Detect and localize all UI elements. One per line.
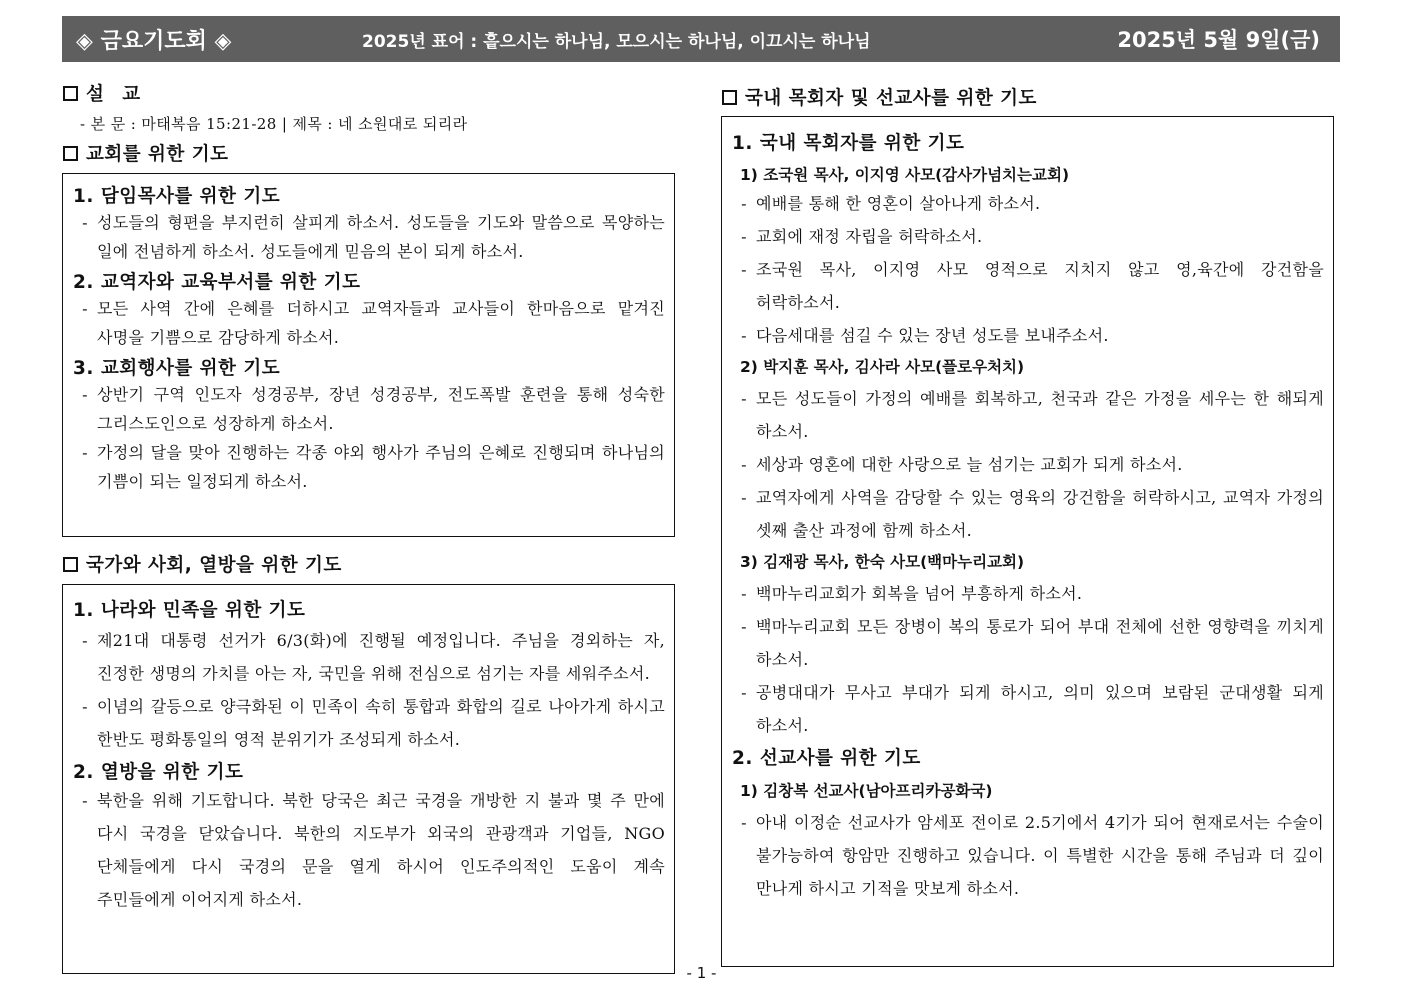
- sermon-heading: 설 교: [62, 80, 675, 106]
- item-title: 1. 나라와 민족을 위한 기도: [73, 600, 306, 621]
- bullet-item: - 북한을 위해 기도합니다. 북한 당국은 최근 국경을 개방한 지 불과 몇 주 만에 다시 국경을 닫았습니다. 북한의 지도부가 외국의 관광객과 기업들, NGO 단체들에게 다시 국경의 문을 열게 하시어 인도주의적인 도움이 계속 주민들에게 이어지게 하소서.: [82, 791, 665, 909]
- bullet-item: - 가정의 달을 맞아 진행하는 각종 야외 행사가 주님의 은혜로 진행되며 하나님의 기쁨이 되는 일정되게 하소서.: [82, 443, 665, 491]
- square-bullet-icon: [63, 86, 78, 101]
- nation-prayer-box: [62, 584, 675, 974]
- square-bullet-icon: [63, 146, 78, 161]
- bullet-item: - 백마누리교회 모든 장병이 복의 통로가 되어 부대 전체에 선한 영향력을 끼치게 하소서.: [741, 617, 1324, 669]
- bullet-item: - 모든 사역 간에 은혜를 더하시고 교역자들과 교사들이 한마음으로 맡겨진 사명을 기쁨으로 감당하게 하소서.: [82, 299, 665, 347]
- square-bullet-icon: [63, 557, 78, 572]
- missions-prayer-box: [721, 116, 1334, 967]
- bullet-item: - 교회에 재정 자립을 허락하소서.: [741, 227, 983, 246]
- left-column: [62, 80, 675, 974]
- item-title: 3. 교회행사를 위한 기도: [73, 358, 281, 379]
- nation-heading: 국가와 사회, 열방을 위한 기도: [62, 551, 675, 577]
- sermon-info: - 본 문 : 마태복음 15:21-28 | 제목 : 네 소원대로 되리라: [80, 115, 468, 133]
- bullet-item: - 세상과 영혼에 대한 사랑으로 늘 섬기는 교회가 되게 하소서.: [741, 455, 1183, 474]
- bullet-item: - 이념의 갈등으로 양극화된 이 민족이 속히 통합과 화합의 길로 나아가게 하시고 한반도 평화통일의 영적 분위기가 조성되게 하소서.: [82, 697, 665, 749]
- bullet-item: - 다음세대를 섬길 수 있는 장년 성도를 보내주소서.: [741, 326, 1109, 345]
- sub-title: 1) 조국원 목사, 이지영 사모(감사가넘치는교회): [740, 166, 1070, 184]
- meeting-date: 2025년 5월 9일(금): [1117, 28, 1320, 52]
- item-title: 1. 담임목사를 위한 기도: [73, 186, 281, 207]
- bullet-item: - 성도들의 형편을 부지런히 살피게 하소서. 성도들을 기도와 말씀으로 목양하는 일에 전념하게 하소서. 성도들에게 믿음의 본이 되게 하소서.: [82, 213, 665, 261]
- group-title: 1. 국내 목회자를 위한 기도: [732, 133, 965, 154]
- page-header: [62, 16, 1340, 62]
- bullet-item: - 상반기 구역 인도자 성경공부, 장년 성경공부, 전도폭발 훈련을 통해 성숙한 그리스도인으로 성장하게 하소서.: [82, 385, 665, 433]
- sub-title: 2) 박지훈 목사, 김사라 사모(플로우처치): [740, 358, 1025, 376]
- bullet-item: - 예배를 통해 한 영혼이 살아나게 하소서.: [741, 194, 1041, 213]
- sub-title: 1) 김창복 선교사(남아프리카공화국): [740, 782, 993, 800]
- bullet-item: - 교역자에게 사역을 감당할 수 있는 영육의 강건함을 허락하시고, 교역자 가정의 셋째 출산 과정에 함께 하소서.: [741, 488, 1324, 540]
- bullet-item: - 백마누리교회가 회복을 넘어 부흥하게 하소서.: [741, 584, 1083, 603]
- church-heading: 교회를 위한 기도: [62, 140, 675, 166]
- church-prayer-box: [62, 173, 675, 537]
- square-bullet-icon: [722, 90, 737, 105]
- meeting-title: ◈ 금요기도회 ◈: [76, 28, 232, 54]
- bullet-item: - 아내 이정순 선교사가 암세포 전이로 2.5기에서 4기가 되어 현재로서는 수술이 불가능하여 항암만 진행하고 있습니다. 이 특별한 시간을 통해 주님과 더 깊이 만나게 하시고 기적을 맛보게 하소서.: [741, 813, 1324, 898]
- group-title: 2. 선교사를 위한 기도: [732, 748, 921, 769]
- bullet-item: - 제21대 대통령 선거가 6/3(화)에 진행될 예정입니다. 주님을 경외하는 자, 진정한 생명의 가치를 아는 자, 국민을 위해 전심으로 섬기는 자를 세워주소서.: [82, 631, 665, 683]
- bullet-item: - 공병대대가 무사고 부대가 되게 하시고, 의미 있으며 보람된 군대생활 되게 하소서.: [741, 683, 1324, 735]
- page-number: - 1 -: [686, 964, 717, 982]
- right-column: [721, 80, 1334, 967]
- bullet-item: - 모든 성도들이 가정의 예배를 회복하고, 천국과 같은 가정을 세우는 한 해되게 하소서.: [741, 389, 1324, 441]
- year-motto: 2025년 표어 : 흩으시는 하나님, 모으시는 하나님, 이끄시는 하나님: [362, 31, 871, 52]
- missions-heading: 국내 목회자 및 선교사를 위한 기도: [721, 84, 1334, 110]
- bullet-item: - 조국원 목사, 이지영 사모 영적으로 지치지 않고 영,육간에 강건함을 허락하소서.: [741, 260, 1324, 312]
- item-title: 2. 열방을 위한 기도: [73, 762, 244, 783]
- item-title: 2. 교역자와 교육부서를 위한 기도: [73, 272, 361, 293]
- sub-title: 3) 김재광 목사, 한숙 사모(백마누리교회): [740, 553, 1025, 571]
